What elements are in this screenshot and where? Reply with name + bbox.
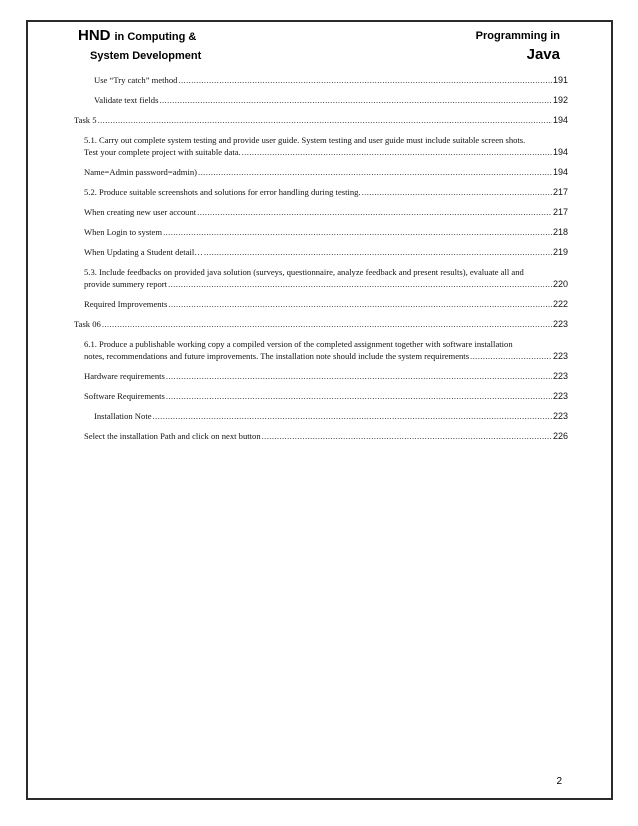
toc-entry-row: [84, 370, 568, 382]
toc-entry-label: Hardware requirements: [84, 371, 165, 381]
toc-entry[interactable]: [74, 206, 568, 218]
toc-leader-dots: [102, 318, 552, 330]
toc-entry[interactable]: [74, 114, 568, 126]
toc-entry-page: 226: [552, 431, 568, 441]
toc-entry-label: Software Requirements: [84, 391, 165, 401]
toc-entry-page: 223: [552, 319, 568, 329]
header-right-line2: Java: [526, 46, 560, 63]
toc-entry-page: 217: [552, 207, 568, 217]
toc-entry-label: When creating new user account: [84, 207, 197, 217]
toc-entry-row: [84, 350, 568, 362]
toc-entry[interactable]: [74, 298, 568, 310]
toc-entry-page: 194: [552, 167, 568, 177]
toc-leader-dots: [178, 74, 552, 86]
toc-entry-row: [84, 146, 568, 158]
toc-entry-row: [84, 298, 568, 310]
toc-entry[interactable]: [74, 134, 568, 158]
toc-entry[interactable]: [74, 226, 568, 238]
toc-entry-page: 217: [552, 187, 568, 197]
toc-entry[interactable]: [74, 318, 568, 330]
toc-entry-label: Select the installation Path and click on next button: [84, 431, 261, 441]
toc-entry-page: 223: [552, 391, 568, 401]
toc-leader-dots: [98, 114, 552, 126]
toc-leader-dots: [159, 94, 552, 106]
toc-entry-row: [94, 74, 568, 86]
toc-entry-label: Installation Note: [94, 411, 152, 421]
toc-entry[interactable]: [74, 410, 568, 422]
toc-entry-label: 5.2. Produce suitable screenshots and solutions for error handling during testing.: [84, 187, 361, 197]
toc-leader-dots: [198, 166, 552, 178]
toc-leader-dots: [470, 350, 552, 362]
toc-entry[interactable]: [74, 186, 568, 198]
toc-entry-label: Required Improvements: [84, 299, 168, 309]
toc-entry[interactable]: [74, 166, 568, 178]
toc-leader-dots: [166, 370, 552, 382]
toc-entry-text: 5.1. Carry out complete system testing and provide user guide. System testing and user guide must include suitable screen shots.: [84, 135, 526, 145]
page-number: 2: [556, 776, 562, 787]
toc-entry-page: 194: [552, 147, 568, 157]
toc-leader-dots: [204, 246, 552, 258]
toc-entry[interactable]: [74, 338, 568, 362]
header-hnd: HND: [78, 27, 111, 44]
toc-entry[interactable]: [74, 94, 568, 106]
toc-entry-label: Validate text fields: [94, 95, 159, 105]
toc-entry-row: [84, 206, 568, 218]
toc-leader-dots: [163, 226, 552, 238]
toc-entry-page: 194: [552, 115, 568, 125]
toc-entry-text: 6.1. Produce a publishable working copy a compiled version of the completed assignment together with software installation: [84, 339, 513, 349]
toc-entry-row: [74, 318, 568, 330]
toc-leader-dots: [166, 390, 552, 402]
toc-leader-dots: [168, 278, 552, 290]
toc-leader-dots: [362, 186, 552, 198]
toc-entry[interactable]: [74, 266, 568, 290]
toc-entry-page: 192: [552, 95, 568, 105]
toc-entry-row: [74, 114, 568, 126]
toc-leader-dots: [262, 430, 552, 442]
toc-entry-row: [84, 278, 568, 290]
toc-leader-dots: [153, 410, 552, 422]
toc-entry-text: 5.3. Include feedbacks on provided java solution (surveys, questionnaire, analyze feedback and present results), evaluate all and: [84, 267, 524, 277]
toc-entry-label: Name=Admin password=admin): [84, 167, 198, 177]
table-of-contents: [74, 74, 568, 450]
toc-entry-row: [84, 166, 568, 178]
toc-entry[interactable]: [74, 74, 568, 86]
toc-entry-page: 218: [552, 227, 568, 237]
toc-entry-page: 223: [552, 371, 568, 381]
toc-entry-label: Test your complete project with suitable data.: [84, 147, 241, 157]
toc-entry[interactable]: [74, 430, 568, 442]
toc-entry-row: [84, 390, 568, 402]
toc-leader-dots: [197, 206, 552, 218]
toc-leader-dots: [242, 146, 552, 158]
toc-entry-page: 191: [552, 75, 568, 85]
header-left-rest: in Computing &: [114, 31, 197, 43]
header-title-line1: [78, 27, 201, 44]
toc-entry-page: 222: [552, 299, 568, 309]
header-left: [78, 27, 201, 62]
toc-entry-row: [94, 94, 568, 106]
toc-entry-row: [84, 226, 568, 238]
toc-entry[interactable]: [74, 370, 568, 382]
toc-entry-label: Task 5: [74, 115, 97, 125]
toc-entry[interactable]: [74, 246, 568, 258]
toc-entry-label: Use “Try catch” method: [94, 75, 178, 85]
toc-entry-label: provide summery report: [84, 279, 168, 289]
header-right-line1: Programming in: [475, 30, 560, 42]
toc-entry-row: [84, 186, 568, 198]
toc-entry-row: [84, 246, 568, 258]
header-title-line2: System Development: [90, 50, 202, 62]
toc-entry-page: 219: [552, 247, 568, 257]
toc-entry-row: [94, 410, 568, 422]
toc-entry-row: [84, 430, 568, 442]
toc-entry-label: Task 06: [74, 319, 101, 329]
toc-entry-page: 220: [552, 279, 568, 289]
toc-entry-label: When Updating a Student detail…: [84, 247, 203, 257]
toc-entry-page: 223: [552, 351, 568, 361]
toc-entry-page: 223: [552, 411, 568, 421]
toc-entry-label: When Login to system: [84, 227, 163, 237]
toc-entry[interactable]: [74, 390, 568, 402]
toc-leader-dots: [168, 298, 552, 310]
header-right: [476, 30, 560, 63]
toc-entry-label: notes, recommendations and future improvements. The installation note should include the system requirements: [84, 351, 470, 361]
